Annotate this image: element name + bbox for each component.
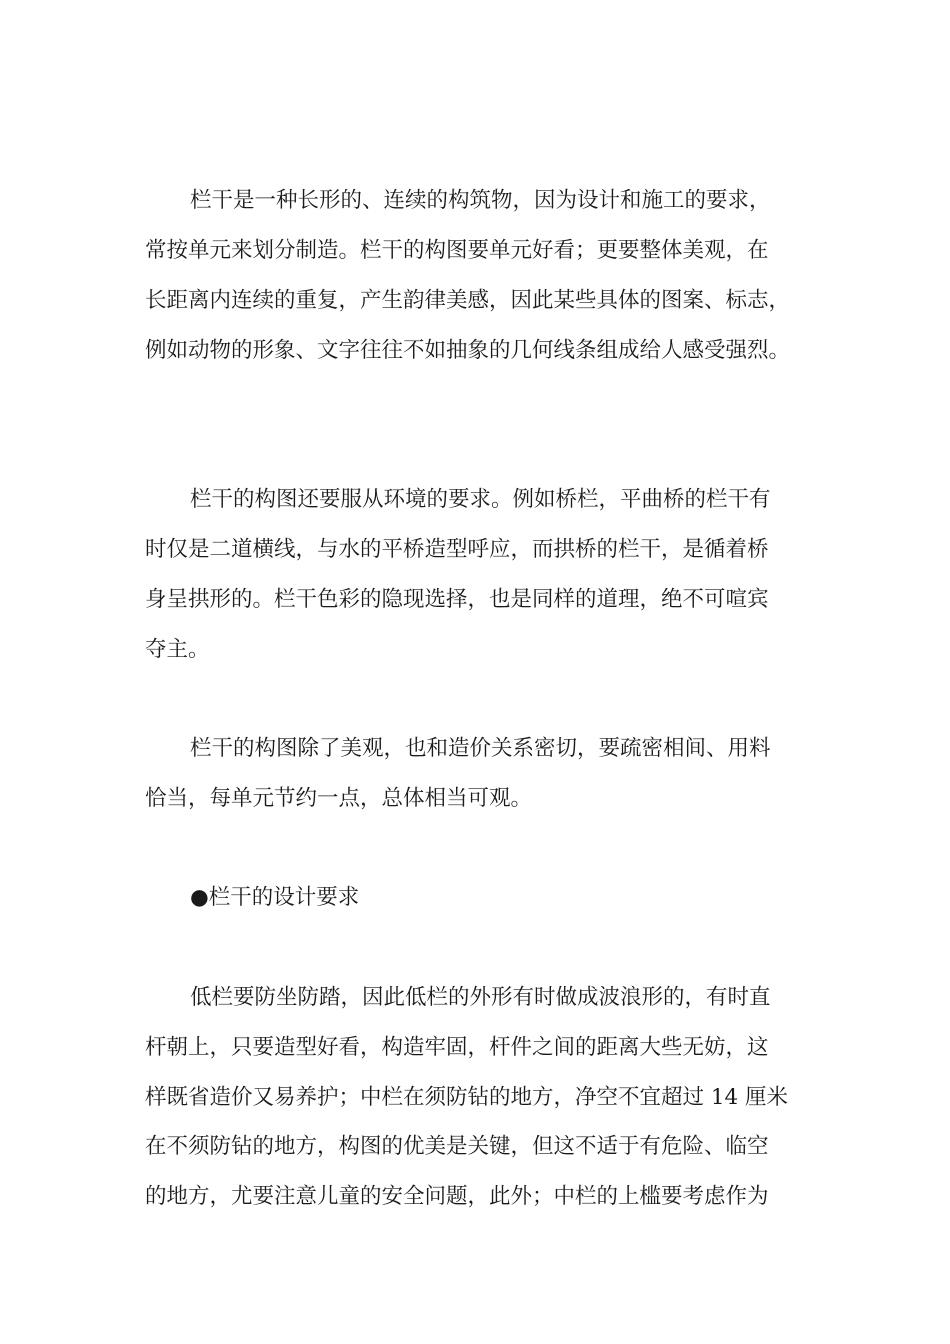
paragraph-5-line-4: 在不须防钻的地方，构图的优美是关键，但这不适于有危险、临空 <box>145 1134 769 1159</box>
paragraph-2-line-3: 身呈拱形的。栏干色彩的隐现选择，也是同样的道理，绝不可喧宾 <box>145 587 769 612</box>
paragraph-2-line-1: 栏干的构图还要服从环境的要求。例如桥栏，平曲桥的栏干有 <box>190 487 771 512</box>
paragraph-1-line-3: 长距离内连续的重复，产生韵律美感，因此某些具体的图案、标志， <box>145 288 791 313</box>
paragraph-2-line-2: 时仅是二道横线，与水的平桥造型呼应，而拱桥的栏干，是循着桥 <box>145 537 769 562</box>
paragraph-3-line-2: 恰当，每单元节约一点，总体相当可观。 <box>145 786 533 811</box>
paragraph-1-line-1: 栏干是一种长形的、连续的构筑物，因为设计和施工的要求， <box>190 188 771 213</box>
paragraph-1-line-2: 常按单元来划分制造。栏干的构图要单元好看；更要整体美观，在 <box>145 238 769 263</box>
paragraph-3-line-1: 栏干的构图除了美观，也和造价关系密切，要疏密相间、用料 <box>190 736 771 761</box>
paragraph-2-line-4: 夺主。 <box>145 637 210 662</box>
paragraph-5-line-1: 低栏要防坐防踏，因此低栏的外形有时做成波浪形的，有时直 <box>190 985 771 1010</box>
paragraph-5-line-2: 杆朝上，只要造型好看，构造牢固，杆件之间的距离大些无妨，这 <box>145 1035 769 1060</box>
section-heading: ●栏干的设计要求 <box>190 885 360 910</box>
paragraph-1-line-4: 例如动物的形象、文字往往不如抽象的几何线条组成给人感受强烈。 <box>145 338 791 363</box>
paragraph-5-line-5: 的地方，尤要注意儿童的安全问题，此外；中栏的上槛要考虑作为 <box>145 1184 769 1209</box>
paragraph-5-line-3: 样既省造价又易养护；中栏在须防钻的地方，净空不宜超过 14 厘米 <box>145 1085 789 1110</box>
